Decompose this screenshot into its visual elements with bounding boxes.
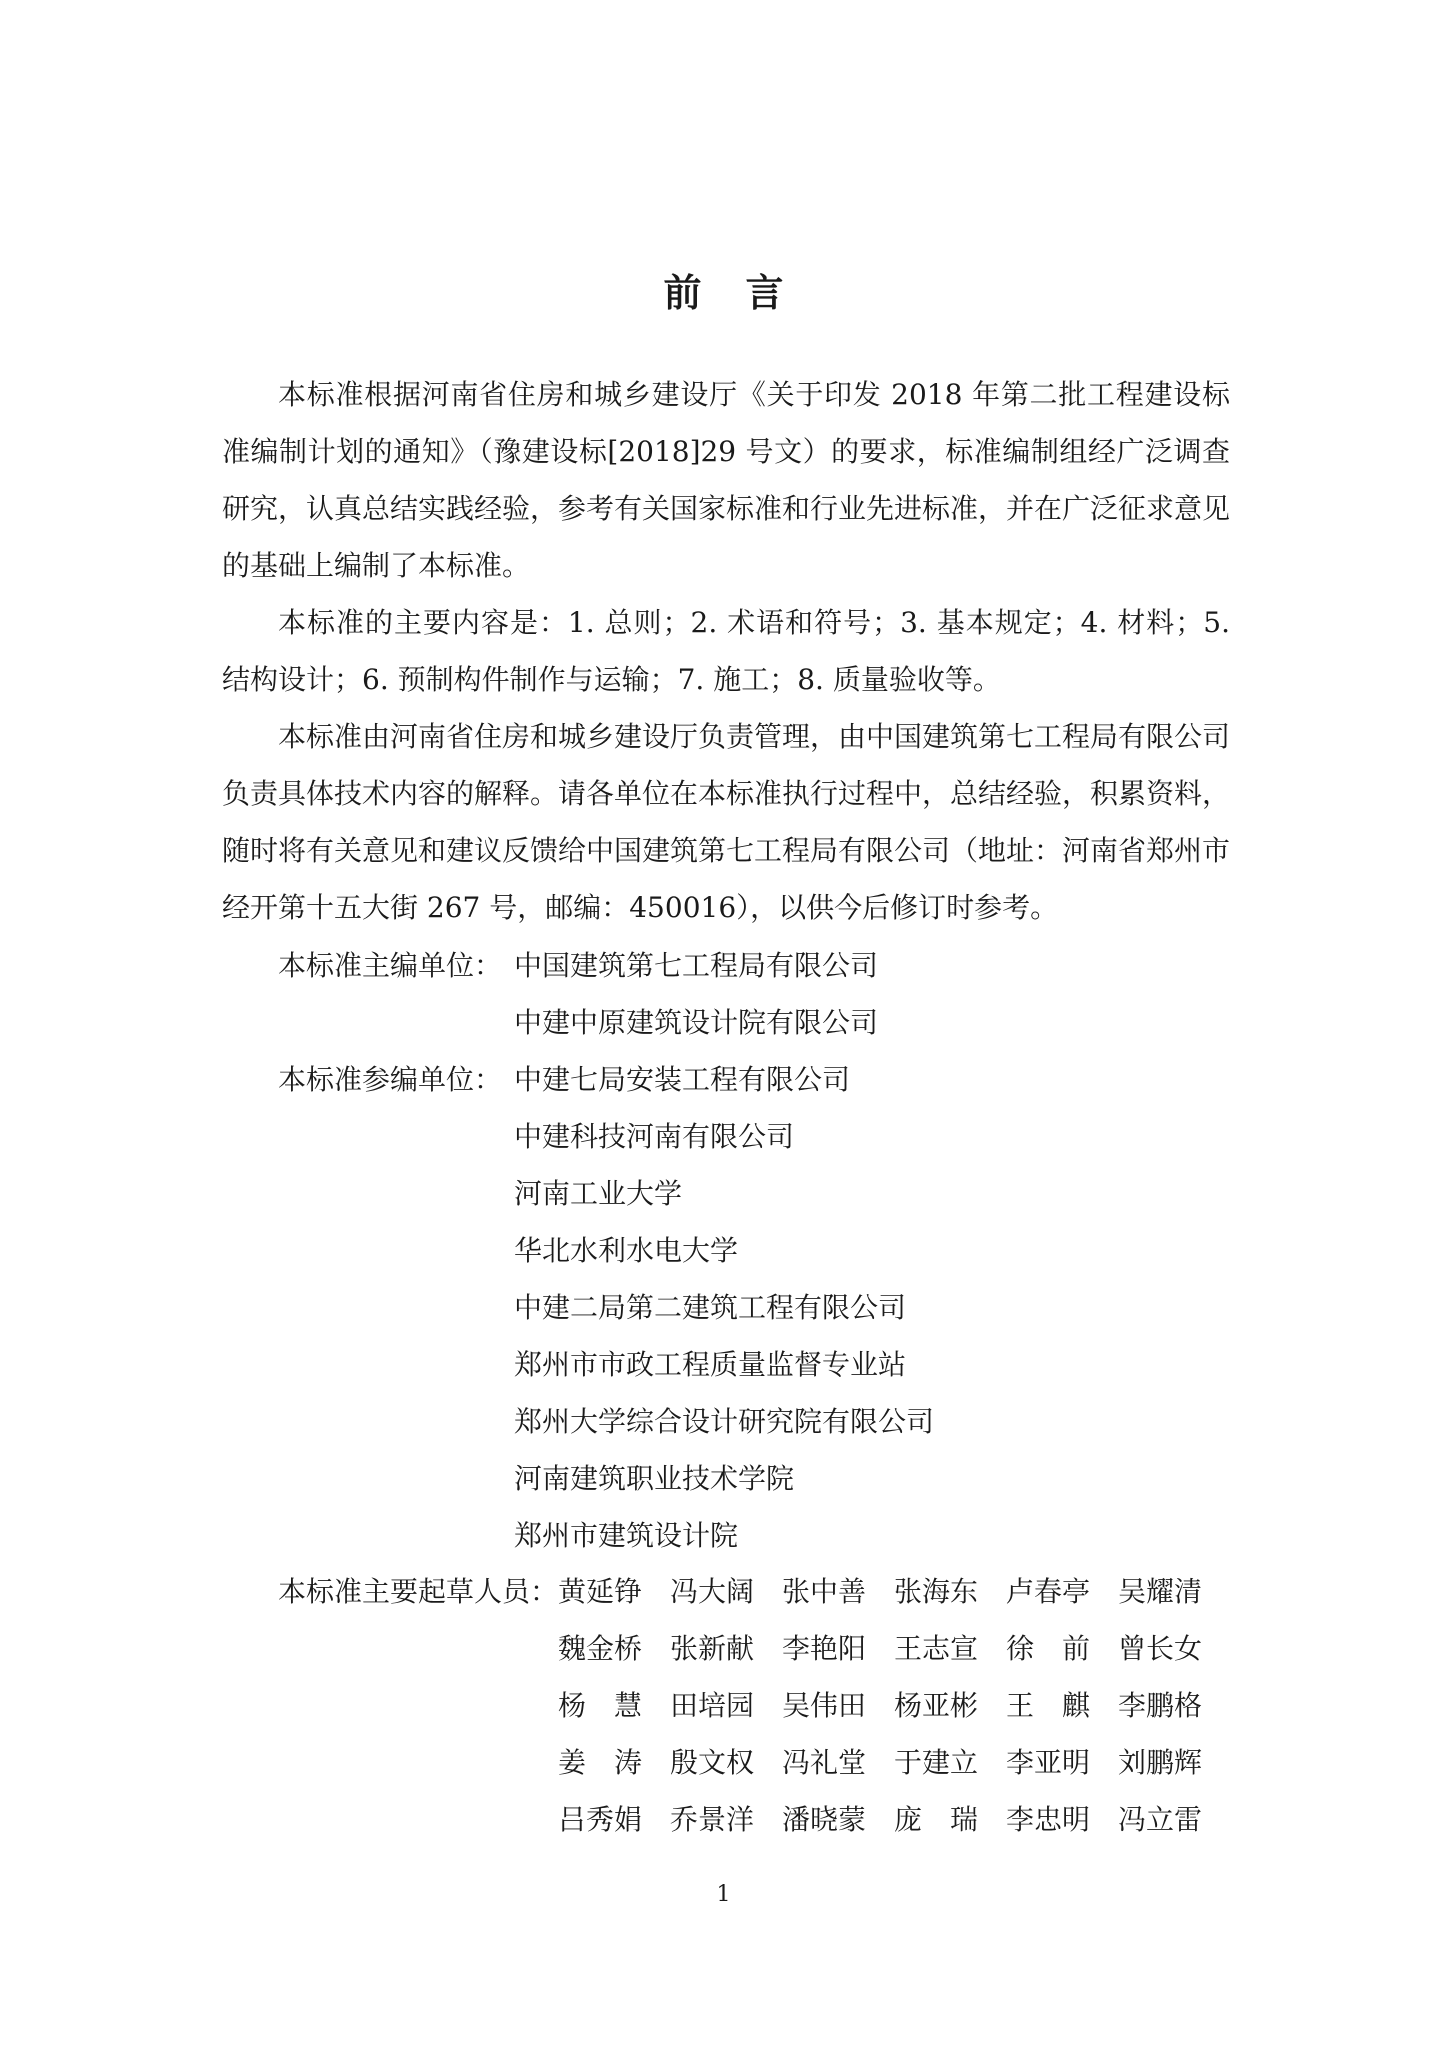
participating-unit-item: 中建科技河南有限公司 [514, 1120, 795, 1153]
drafter-name: 李忠明 [1006, 1803, 1091, 1836]
chief-unit-item: 中建中原建筑设计院有限公司 [514, 1006, 879, 1039]
chief-unit-item: 中国建筑第七工程局有限公司 [514, 949, 879, 982]
drafter-name: 魏金桥 [558, 1632, 643, 1665]
participating-unit-item: 河南工业大学 [514, 1177, 683, 1210]
drafter-name: 黄延铮 [558, 1575, 643, 1608]
drafter-name: 曾长女 [1118, 1632, 1203, 1665]
drafter-name: 吴伟田 [782, 1689, 867, 1722]
drafter-name: 李亚明 [1006, 1746, 1091, 1779]
drafter-name: 杨 慧 [558, 1689, 643, 1722]
drafter-name: 姜 涛 [558, 1746, 643, 1779]
title-char-1: 前 [663, 271, 702, 315]
drafter-name: 张海东 [894, 1575, 979, 1608]
participating-unit-item: 郑州大学综合设计研究院有限公司 [514, 1405, 935, 1438]
drafter-name: 冯大阔 [670, 1575, 755, 1608]
drafters-label: 本标准主要起草人员： [278, 1575, 559, 1608]
drafter-name: 王志宣 [894, 1632, 979, 1665]
participating-units-list [514, 1051, 934, 1564]
participating-unit-item: 郑州市市政工程质量监督专业站 [514, 1348, 907, 1381]
drafter-name: 杨亚彬 [894, 1689, 979, 1722]
page-title [0, 262, 1447, 317]
drafter-name: 庞 瑞 [894, 1803, 979, 1836]
drafter-name: 冯立雷 [1118, 1803, 1203, 1836]
participating-unit-item: 中建七局安装工程有限公司 [514, 1063, 851, 1096]
drafter-name: 吕秀娟 [558, 1803, 643, 1836]
title-char-2: 言 [745, 271, 784, 315]
drafter-name: 潘晓蒙 [782, 1803, 867, 1836]
participating-unit-item: 中建二局第二建筑工程有限公司 [514, 1291, 907, 1324]
drafter-name: 李鹏格 [1118, 1689, 1203, 1722]
drafter-name: 张新献 [670, 1632, 755, 1665]
drafter-name: 刘鹏辉 [1118, 1746, 1203, 1779]
drafter-name: 徐 前 [1006, 1632, 1091, 1665]
drafter-name: 于建立 [894, 1746, 979, 1779]
drafter-name: 卢春亭 [1006, 1575, 1091, 1608]
drafter-name: 田培园 [670, 1689, 755, 1722]
drafter-name: 殷文权 [670, 1746, 755, 1779]
paragraph-management: 本标准由河南省住房和城乡建设厅负责管理，由中国建筑第七工程局有限公司负责具体技术内容的解释。请各单位在本标准执行过程中，总结经验，积累资料，随时将有关意见和建议反馈给中国建筑第七工程局有限公司（地址：河南省郑州市经开第十五大街 267 号，邮编：450016），以供今后修订时参考。 [222, 720, 1231, 924]
participating-units-label: 本标准参编单位： [278, 1063, 503, 1096]
participating-unit-item: 郑州市建筑设计院 [514, 1519, 739, 1552]
drafter-name: 张中善 [782, 1575, 867, 1608]
paragraph-contents: 本标准的主要内容是：1. 总则；2. 术语和符号；3. 基本规定；4. 材料；5. 结构设计；6. 预制构件制作与运输；7. 施工；8. 质量验收等。 [222, 606, 1230, 696]
drafter-name: 王 麒 [1006, 1689, 1091, 1722]
drafter-name: 李艳阳 [782, 1632, 867, 1665]
drafters-grid [558, 1563, 1230, 1848]
chief-units-list [514, 937, 878, 1051]
drafter-name: 吴耀清 [1118, 1575, 1203, 1608]
paragraph-basis: 本标准根据河南省住房和城乡建设厅《关于印发 2018 年第二批工程建设标准编制计划的通知》（豫建设标[2018]29 号文）的要求，标准编制组经广泛调查研究，认真总结实践经验，参考有关国家标准和行业先进标准，并在广泛征求意见的基础上编制了本标准。 [222, 378, 1231, 582]
drafter-name: 乔景洋 [670, 1803, 755, 1836]
page-number: 1 [716, 1882, 731, 1907]
chief-units-label: 本标准主编单位： [278, 949, 503, 982]
drafter-name: 冯礼堂 [782, 1746, 867, 1779]
participating-unit-item: 华北水利水电大学 [514, 1234, 739, 1267]
participating-unit-item: 河南建筑职业技术学院 [514, 1462, 795, 1495]
